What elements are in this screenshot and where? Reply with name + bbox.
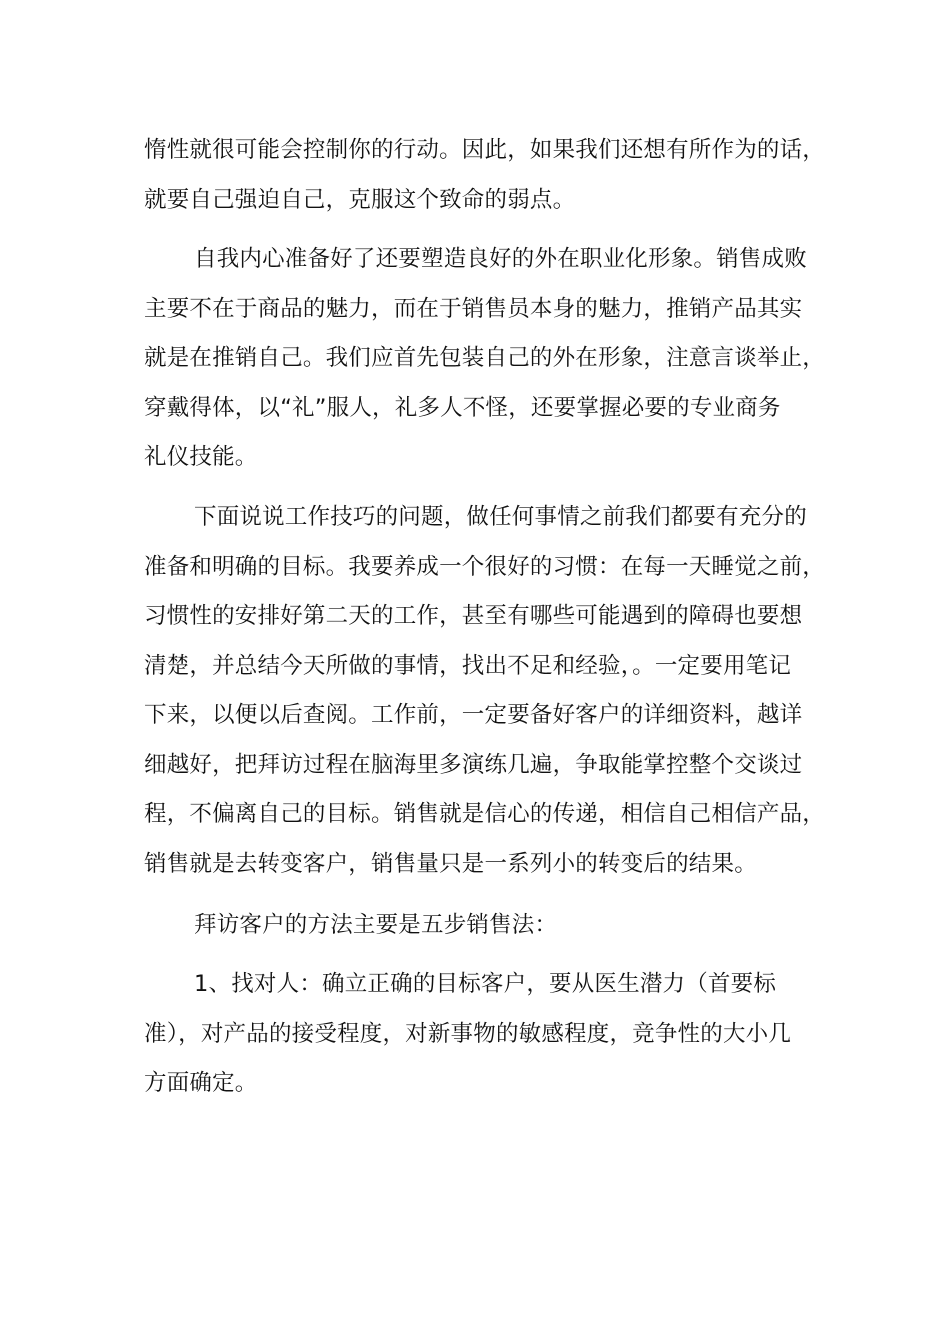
text-line: 惰性就很可能会控制你的行动。因此，如果我们还想有所作为的话， — [144, 137, 826, 163]
text-line: 准），对产品的接受程度，对新事物的敏感程度，竞争性的大小几 — [144, 1020, 792, 1047]
paragraph-2 — [144, 235, 824, 483]
text-line: 清楚，并总结今天所做的事情，找出不足和经验，。一定要用笔记 — [144, 652, 792, 679]
text-line: 销售就是去转变客户，销售量只是一系列小的转变后的结果。 — [144, 850, 757, 877]
text-line: 习惯性的安排好第二天的工作，甚至有哪些可能遇到的障碍也要想 — [144, 603, 803, 629]
paragraph-5 — [144, 960, 824, 1109]
paragraph-1 — [144, 126, 824, 225]
text-line: 礼仪技能。 — [144, 444, 258, 470]
text-line: 程，不偏离自己的目标。销售就是信心的传递，相信自己相信产品， — [144, 801, 826, 827]
text-line: 准备和明确的目标。我要养成一个很好的习惯：在每一天睡觉之前， — [144, 553, 826, 580]
paragraph-3 — [144, 493, 824, 889]
text-line: 1、找对人：确立正确的目标客户，要从医生潜力（首要标 — [194, 971, 777, 997]
text-line: 自我内心准备好了还要塑造良好的外在职业化形象。销售成败 — [194, 246, 807, 272]
paragraph-4 — [144, 901, 824, 951]
text-line: 下面说说工作技巧的问题，做任何事情之前我们都要有充分的 — [194, 504, 807, 530]
text-line: 主要不在于商品的魅力，而在于销售员本身的魅力，推销产品其实 — [144, 295, 803, 322]
text-line: 拜访客户的方法主要是五步销售法： — [194, 912, 558, 938]
text-line: 就是在推销自己。我们应首先包装自己的外在形象，注意言谈举止， — [144, 345, 826, 371]
text-line: 方面确定。 — [144, 1070, 258, 1096]
text-line: 细越好，把拜访过程在脑海里多演练几遍，争取能掌控整个交谈过 — [144, 751, 803, 778]
text-line: 穿戴得体，以“礼”服人，礼多人不怪，还要掌握必要的专业商务 — [144, 394, 781, 421]
text-line: 就要自己强迫自己，克服这个致命的弱点。 — [144, 186, 576, 213]
text-line: 下来，以便以后查阅。工作前，一定要备好客户的详细资料，越详 — [144, 702, 803, 728]
